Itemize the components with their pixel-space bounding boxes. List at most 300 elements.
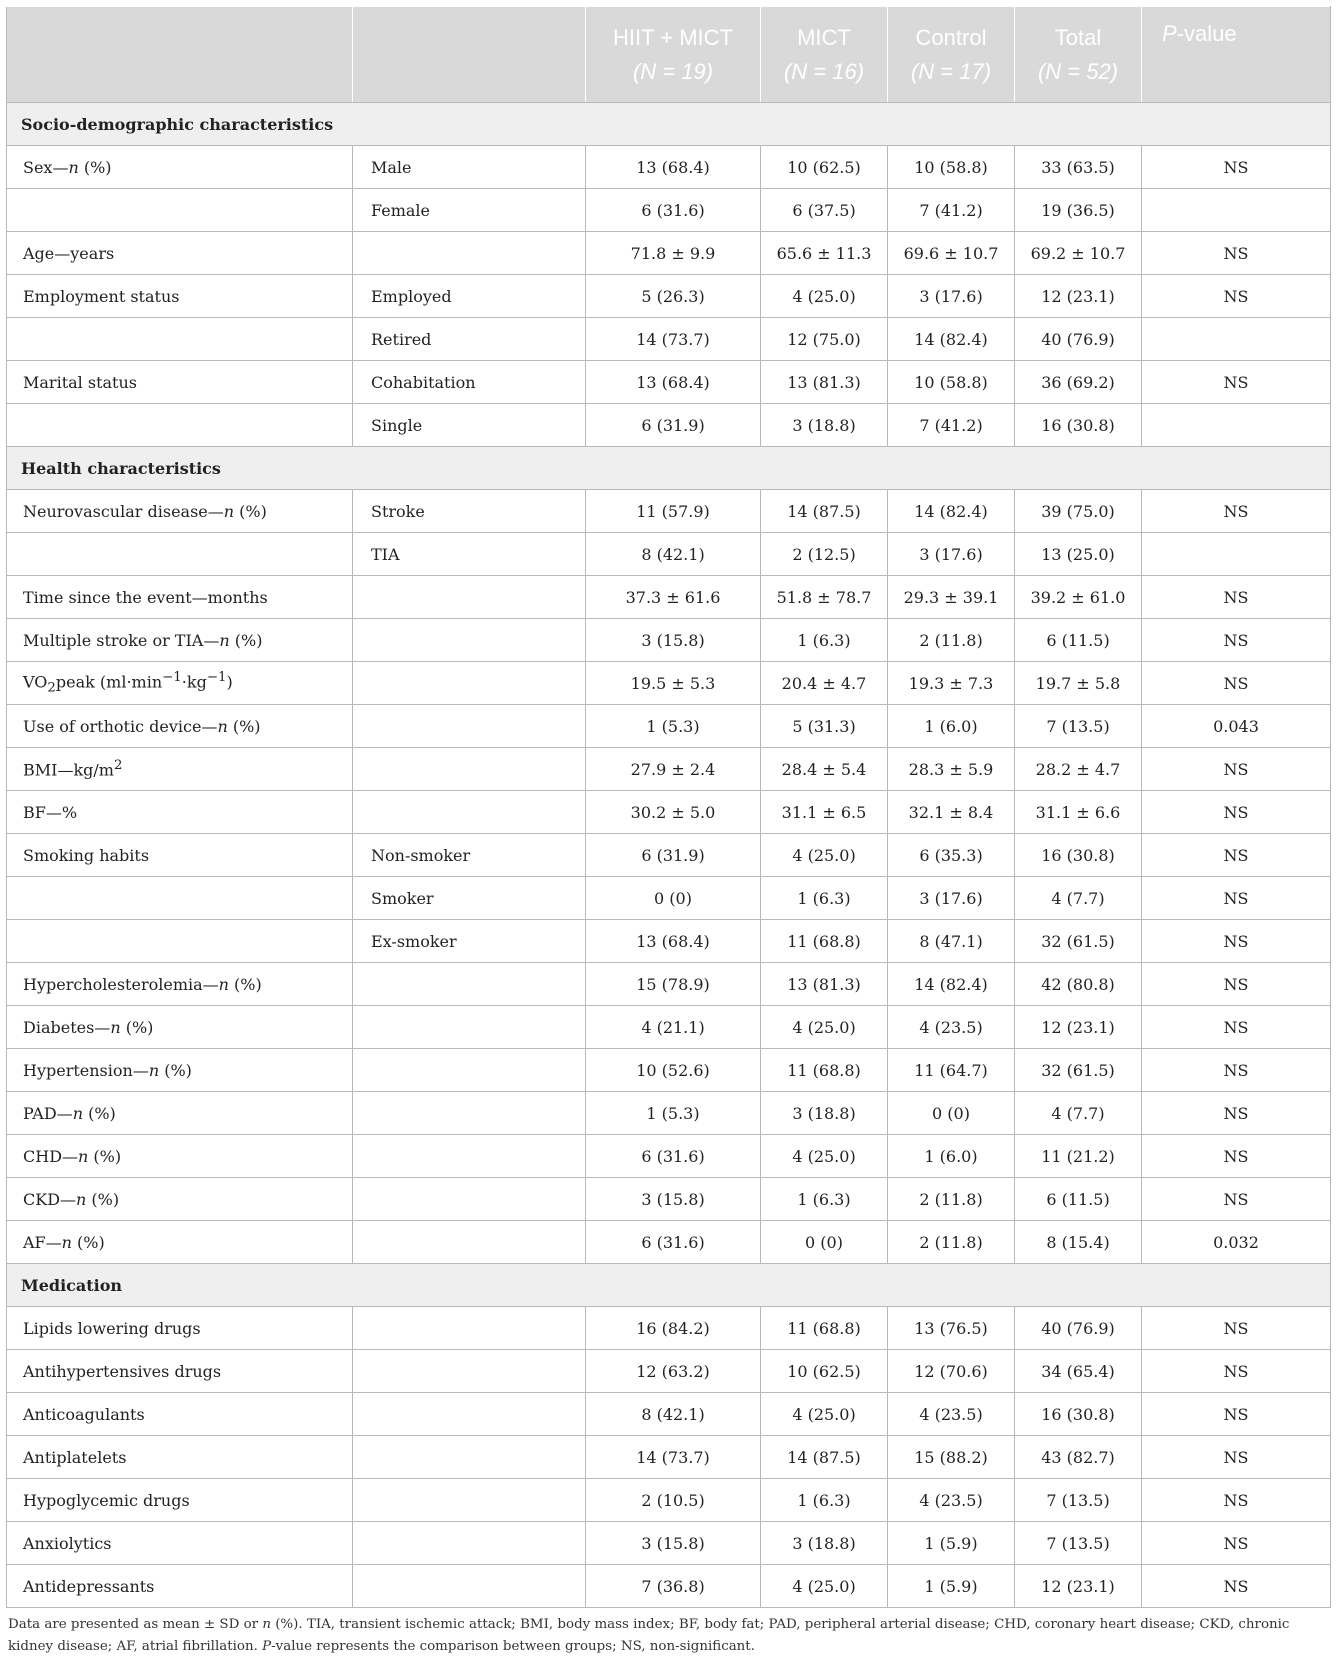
header-group-3 [888, 7, 1015, 103]
row-sublabel [353, 963, 586, 1006]
group-name: MICT [797, 24, 851, 50]
pvalue-cell: NS [1142, 1092, 1331, 1135]
value-cell: 51.8 ± 78.7 [761, 576, 888, 619]
label-superscript: 2 [113, 758, 123, 774]
label-suffix: (%) [120, 1017, 154, 1037]
value-cell: 1 (6.3) [761, 1479, 888, 1522]
value-cell: 16 (30.8) [1015, 834, 1142, 877]
value-cell: 19 (36.5) [1015, 189, 1142, 232]
pvalue-cell: NS [1142, 834, 1331, 877]
value-cell: 32 (61.5) [1015, 1049, 1142, 1092]
row-sublabel: Employed [353, 275, 586, 318]
table-row [7, 791, 1331, 834]
section-header-row [7, 1264, 1331, 1307]
value-cell: 7 (13.5) [1015, 1522, 1142, 1565]
label-text: CHD— [23, 1146, 79, 1166]
label-suffix: (%) [234, 501, 267, 521]
pvalue-cell [1142, 404, 1331, 447]
value-cell: 13 (81.3) [761, 963, 888, 1006]
row-label [7, 1006, 353, 1049]
row-sublabel [353, 1393, 586, 1436]
value-cell: 3 (18.8) [761, 404, 888, 447]
value-cell: 4 (23.5) [888, 1393, 1015, 1436]
value-cell: 5 (31.3) [761, 705, 888, 748]
pvalue-cell: NS [1142, 1006, 1331, 1049]
value-cell: 14 (82.4) [888, 490, 1015, 533]
label-suffix: (%) [78, 157, 112, 177]
row-sublabel: Stroke [353, 490, 586, 533]
table-row [7, 1436, 1331, 1479]
row-label [7, 533, 353, 576]
value-cell: 28.4 ± 5.4 [761, 748, 888, 791]
value-cell: 43 (82.7) [1015, 1436, 1142, 1479]
label-text: Antidepressants [23, 1576, 155, 1596]
value-cell: 12 (63.2) [586, 1350, 761, 1393]
value-cell: 1 (5.9) [888, 1522, 1015, 1565]
table-row [7, 834, 1331, 877]
row-sublabel: Retired [353, 318, 586, 361]
value-cell: 14 (73.7) [586, 1436, 761, 1479]
pvalue-cell: NS [1142, 1479, 1331, 1522]
value-cell: 0 (0) [761, 1221, 888, 1264]
pvalue-cell: NS [1142, 791, 1331, 834]
row-label [7, 232, 353, 275]
row-sublabel [353, 705, 586, 748]
table-row [7, 1092, 1331, 1135]
value-cell: 3 (18.8) [761, 1522, 888, 1565]
value-cell: 7 (13.5) [1015, 705, 1142, 748]
value-cell: 10 (62.5) [761, 1350, 888, 1393]
label-n-italic: n [61, 1232, 72, 1252]
row-label [7, 1049, 353, 1092]
table-row [7, 877, 1331, 920]
table-row [7, 1393, 1331, 1436]
value-cell: 6 (37.5) [761, 189, 888, 232]
pvalue-cell [1142, 318, 1331, 361]
label-n-italic: n [218, 974, 229, 994]
row-label [7, 1178, 353, 1221]
row-label [7, 1135, 353, 1178]
row-label [7, 920, 353, 963]
value-cell: 28.2 ± 4.7 [1015, 748, 1142, 791]
table-row [7, 963, 1331, 1006]
label-text: Marital status [23, 372, 137, 392]
row-sublabel [353, 1307, 586, 1350]
value-cell: 1 (5.3) [586, 705, 761, 748]
value-cell: 4 (25.0) [761, 1135, 888, 1178]
row-label [7, 791, 353, 834]
value-cell: 42 (80.8) [1015, 963, 1142, 1006]
row-label [7, 146, 353, 189]
value-cell: 3 (15.8) [586, 1178, 761, 1221]
value-cell: 10 (52.6) [586, 1049, 761, 1092]
label-text: Sex— [23, 157, 69, 177]
pvalue-cell: NS [1142, 232, 1331, 275]
table-row [7, 1565, 1331, 1608]
row-sublabel: Single [353, 404, 586, 447]
row-label [7, 662, 353, 705]
row-label [7, 189, 353, 232]
row-sublabel [353, 1565, 586, 1608]
footnote-n: n [262, 1617, 271, 1632]
value-cell: 7 (36.8) [586, 1565, 761, 1608]
table-row [7, 705, 1331, 748]
value-cell: 6 (31.9) [586, 404, 761, 447]
footnote-text-1: Data are presented as mean ± SD or [8, 1617, 263, 1632]
value-cell: 4 (25.0) [761, 1393, 888, 1436]
baseline-characteristics-table [6, 6, 1331, 1608]
pvalue-cell: NS [1142, 146, 1331, 189]
pvalue-cell: NS [1142, 1436, 1331, 1479]
value-cell: 1 (5.3) [586, 1092, 761, 1135]
row-sublabel: Cohabitation [353, 361, 586, 404]
label-text: Time since the event—months [23, 587, 268, 607]
pvalue-cell: 0.032 [1142, 1221, 1331, 1264]
value-cell: 6 (31.6) [586, 189, 761, 232]
value-cell: 31.1 ± 6.6 [1015, 791, 1142, 834]
value-cell: 2 (11.8) [888, 1178, 1015, 1221]
value-cell: 69.2 ± 10.7 [1015, 232, 1142, 275]
value-cell: 6 (31.9) [586, 834, 761, 877]
footnote-p: P [262, 1639, 272, 1654]
group-name: Total [1054, 24, 1102, 50]
label-text: Antihypertensives drugs [23, 1361, 222, 1381]
table-row [7, 533, 1331, 576]
header-blank-2 [353, 7, 586, 103]
table-row [7, 662, 1331, 705]
value-cell: 8 (42.1) [586, 533, 761, 576]
value-cell: 14 (82.4) [888, 963, 1015, 1006]
row-label [7, 705, 353, 748]
label-n-italic: n [72, 1103, 83, 1123]
row-label [7, 576, 353, 619]
row-label [7, 275, 353, 318]
value-cell: 11 (57.9) [586, 490, 761, 533]
pvalue-cell: NS [1142, 361, 1331, 404]
label-text: Lipids lowering drugs [23, 1318, 201, 1338]
label-text: Hypertension— [23, 1060, 149, 1080]
value-cell: 12 (23.1) [1015, 1006, 1142, 1049]
table-row [7, 1049, 1331, 1092]
value-cell: 0 (0) [586, 877, 761, 920]
value-cell: 2 (11.8) [888, 1221, 1015, 1264]
label-n-italic: n [148, 1060, 160, 1080]
value-cell: 6 (31.6) [586, 1221, 761, 1264]
value-cell: 1 (6.3) [761, 1178, 888, 1221]
value-cell: 4 (21.1) [586, 1006, 761, 1049]
table-row [7, 1479, 1331, 1522]
value-cell: 4 (7.7) [1015, 1092, 1142, 1135]
label-suffix: (%) [71, 1232, 105, 1252]
label-part: ) [226, 672, 233, 692]
pvalue-cell: NS [1142, 748, 1331, 791]
row-label [7, 1092, 353, 1135]
value-cell: 7 (41.2) [888, 404, 1015, 447]
table-row [7, 361, 1331, 404]
header-group-1 [586, 7, 761, 103]
table-row [7, 576, 1331, 619]
label-text: Hypoglycemic drugs [23, 1490, 190, 1510]
row-sublabel [353, 619, 586, 662]
table-row [7, 920, 1331, 963]
row-sublabel [353, 232, 586, 275]
label-part: peak (ml·min [55, 672, 163, 692]
value-cell: 5 (26.3) [586, 275, 761, 318]
label-text: CKD— [23, 1189, 77, 1209]
value-cell: 10 (62.5) [761, 146, 888, 189]
pvalue-cell: NS [1142, 877, 1331, 920]
value-cell: 6 (35.3) [888, 834, 1015, 877]
value-cell: 13 (68.4) [586, 146, 761, 189]
label-suffix: (%) [83, 1103, 116, 1123]
value-cell: 34 (65.4) [1015, 1350, 1142, 1393]
section-title: Medication [7, 1264, 1331, 1307]
row-label [7, 1565, 353, 1608]
value-cell: 10 (58.8) [888, 146, 1015, 189]
value-cell: 3 (15.8) [586, 619, 761, 662]
table-body [7, 103, 1331, 1608]
row-sublabel [353, 1436, 586, 1479]
value-cell: 13 (68.4) [586, 361, 761, 404]
table-row [7, 1006, 1331, 1049]
value-cell: 4 (25.0) [761, 1006, 888, 1049]
row-label [7, 834, 353, 877]
row-sublabel: Female [353, 189, 586, 232]
table-row [7, 748, 1331, 791]
pvalue-p: P [1162, 21, 1177, 46]
row-label [7, 404, 353, 447]
label-suffix: (%) [228, 974, 262, 994]
value-cell: 33 (63.5) [1015, 146, 1142, 189]
value-cell: 19.7 ± 5.8 [1015, 662, 1142, 705]
row-sublabel [353, 791, 586, 834]
label-text: Diabetes— [23, 1017, 111, 1037]
value-cell: 39 (75.0) [1015, 490, 1142, 533]
footnote-text-3: -value represents the comparison between groups; NS, non-significant. [271, 1639, 755, 1654]
section-title: Socio-demographic characteristics [7, 103, 1331, 146]
group-n: (N = 19) [632, 58, 714, 84]
value-cell: 7 (13.5) [1015, 1479, 1142, 1522]
value-cell: 10 (58.8) [888, 361, 1015, 404]
label-text: BF—% [23, 802, 78, 822]
label-text: Hypercholesterolemia— [23, 974, 219, 994]
value-cell: 14 (82.4) [888, 318, 1015, 361]
row-sublabel [353, 576, 586, 619]
value-cell: 1 (6.3) [761, 619, 888, 662]
label-suffix: (%) [86, 1189, 120, 1209]
pvalue-cell: NS [1142, 619, 1331, 662]
table-row [7, 189, 1331, 232]
value-cell: 39.2 ± 61.0 [1015, 576, 1142, 619]
value-cell: 6 (11.5) [1015, 1178, 1142, 1221]
value-cell: 6 (31.6) [586, 1135, 761, 1178]
row-label [7, 1393, 353, 1436]
row-sublabel [353, 662, 586, 705]
value-cell: 8 (47.1) [888, 920, 1015, 963]
label-text: Age—years [23, 243, 115, 263]
label-n-italic: n [217, 716, 228, 736]
row-sublabel: Non-smoker [353, 834, 586, 877]
row-label [7, 877, 353, 920]
row-sublabel [353, 1479, 586, 1522]
pvalue-cell: NS [1142, 1393, 1331, 1436]
value-cell: 1 (5.9) [888, 1565, 1015, 1608]
table-row [7, 1307, 1331, 1350]
group-name: HIIT + MICT [613, 24, 733, 50]
value-cell: 13 (25.0) [1015, 533, 1142, 576]
row-label [7, 619, 353, 662]
row-sublabel [353, 1178, 586, 1221]
label-suffix: (%) [88, 1146, 122, 1166]
value-cell: 37.3 ± 61.6 [586, 576, 761, 619]
pvalue-cell: NS [1142, 1178, 1331, 1221]
table-row [7, 146, 1331, 189]
label-superscript: −1 [206, 670, 227, 686]
value-cell: 11 (64.7) [888, 1049, 1015, 1092]
table-footnote [6, 1614, 1328, 1658]
row-sublabel [353, 1522, 586, 1565]
pvalue-cell: NS [1142, 1522, 1331, 1565]
row-label [7, 1350, 353, 1393]
value-cell: 12 (23.1) [1015, 275, 1142, 318]
value-cell: 12 (75.0) [761, 318, 888, 361]
value-cell: 8 (15.4) [1015, 1221, 1142, 1264]
pvalue-cell: NS [1142, 1135, 1331, 1178]
pvalue-cell: NS [1142, 1350, 1331, 1393]
table-row [7, 318, 1331, 361]
pvalue-cell: NS [1142, 920, 1331, 963]
label-n-italic: n [110, 1017, 121, 1037]
value-cell: 4 (7.7) [1015, 877, 1142, 920]
label-n-italic: n [68, 157, 79, 177]
group-n: (N = 17) [910, 58, 992, 84]
row-label [7, 963, 353, 1006]
header-group-2 [761, 7, 888, 103]
section-title: Health characteristics [7, 447, 1331, 490]
section-header-row [7, 103, 1331, 146]
table-row [7, 404, 1331, 447]
label-text: Use of orthotic device— [23, 716, 218, 736]
pvalue-cell: NS [1142, 275, 1331, 318]
value-cell: 2 (12.5) [761, 533, 888, 576]
table-row [7, 1350, 1331, 1393]
value-cell: 3 (17.6) [888, 877, 1015, 920]
pvalue-cell: NS [1142, 1307, 1331, 1350]
value-cell: 13 (81.3) [761, 361, 888, 404]
value-cell: 2 (11.8) [888, 619, 1015, 662]
header-group-4 [1015, 7, 1142, 103]
value-cell: 32 (61.5) [1015, 920, 1142, 963]
table-row [7, 490, 1331, 533]
value-cell: 15 (88.2) [888, 1436, 1015, 1479]
label-part: ·kg [181, 672, 207, 692]
pvalue-cell [1142, 533, 1331, 576]
row-label [7, 361, 353, 404]
value-cell: 16 (30.8) [1015, 404, 1142, 447]
section-header-row [7, 447, 1331, 490]
value-cell: 40 (76.9) [1015, 1307, 1142, 1350]
label-text: Anxiolytics [23, 1533, 112, 1553]
pvalue-cell: NS [1142, 662, 1331, 705]
value-cell: 4 (25.0) [761, 275, 888, 318]
row-sublabel [353, 1049, 586, 1092]
label-text: Multiple stroke or TIA— [23, 630, 220, 650]
value-cell: 31.1 ± 6.5 [761, 791, 888, 834]
value-cell: 7 (41.2) [888, 189, 1015, 232]
value-cell: 11 (68.8) [761, 920, 888, 963]
table-row [7, 1135, 1331, 1178]
label-n-italic: n [78, 1146, 89, 1166]
value-cell: 20.4 ± 4.7 [761, 662, 888, 705]
value-cell: 16 (30.8) [1015, 1393, 1142, 1436]
label-subscript: 2 [47, 680, 56, 696]
row-label [7, 1436, 353, 1479]
value-cell: 14 (73.7) [586, 318, 761, 361]
value-cell: 0 (0) [888, 1092, 1015, 1135]
row-sublabel [353, 1221, 586, 1264]
row-sublabel: TIA [353, 533, 586, 576]
row-label [7, 1221, 353, 1264]
row-sublabel [353, 748, 586, 791]
table-row [7, 1221, 1331, 1264]
row-sublabel [353, 1006, 586, 1049]
row-label [7, 1307, 353, 1350]
value-cell: 32.1 ± 8.4 [888, 791, 1015, 834]
label-text: Antiplatelets [23, 1447, 127, 1467]
header-row [7, 7, 1331, 103]
row-sublabel: Ex-smoker [353, 920, 586, 963]
value-cell: 3 (15.8) [586, 1522, 761, 1565]
header-pvalue [1142, 7, 1331, 103]
row-sublabel: Male [353, 146, 586, 189]
value-cell: 13 (76.5) [888, 1307, 1015, 1350]
pvalue-cell: NS [1142, 490, 1331, 533]
value-cell: 13 (68.4) [586, 920, 761, 963]
value-cell: 19.5 ± 5.3 [586, 662, 761, 705]
table-row [7, 275, 1331, 318]
row-label [7, 748, 353, 791]
pvalue-cell: NS [1142, 963, 1331, 1006]
value-cell: 14 (87.5) [761, 490, 888, 533]
value-cell: 4 (25.0) [761, 834, 888, 877]
row-sublabel [353, 1350, 586, 1393]
value-cell: 4 (23.5) [888, 1479, 1015, 1522]
group-name: Control [915, 24, 987, 50]
value-cell: 12 (70.6) [888, 1350, 1015, 1393]
value-cell: 16 (84.2) [586, 1307, 761, 1350]
label-superscript: −1 [162, 670, 182, 686]
label-part: VO [23, 672, 48, 692]
table-row [7, 1178, 1331, 1221]
value-cell: 4 (25.0) [761, 1565, 888, 1608]
value-cell: 11 (68.8) [761, 1049, 888, 1092]
label-text: Smoking habits [23, 845, 150, 865]
row-sublabel: Smoker [353, 877, 586, 920]
value-cell: 3 (17.6) [888, 533, 1015, 576]
value-cell: 71.8 ± 9.9 [586, 232, 761, 275]
header-blank-1 [7, 7, 353, 103]
value-cell: 11 (21.2) [1015, 1135, 1142, 1178]
value-cell: 4 (23.5) [888, 1006, 1015, 1049]
value-cell: 30.2 ± 5.0 [586, 791, 761, 834]
value-cell: 69.6 ± 10.7 [888, 232, 1015, 275]
label-suffix: (%) [227, 716, 261, 736]
row-label [7, 318, 353, 361]
row-label [7, 490, 353, 533]
pvalue-cell: NS [1142, 576, 1331, 619]
label-text: AF— [23, 1232, 62, 1252]
pvalue-cell: NS [1142, 1565, 1331, 1608]
